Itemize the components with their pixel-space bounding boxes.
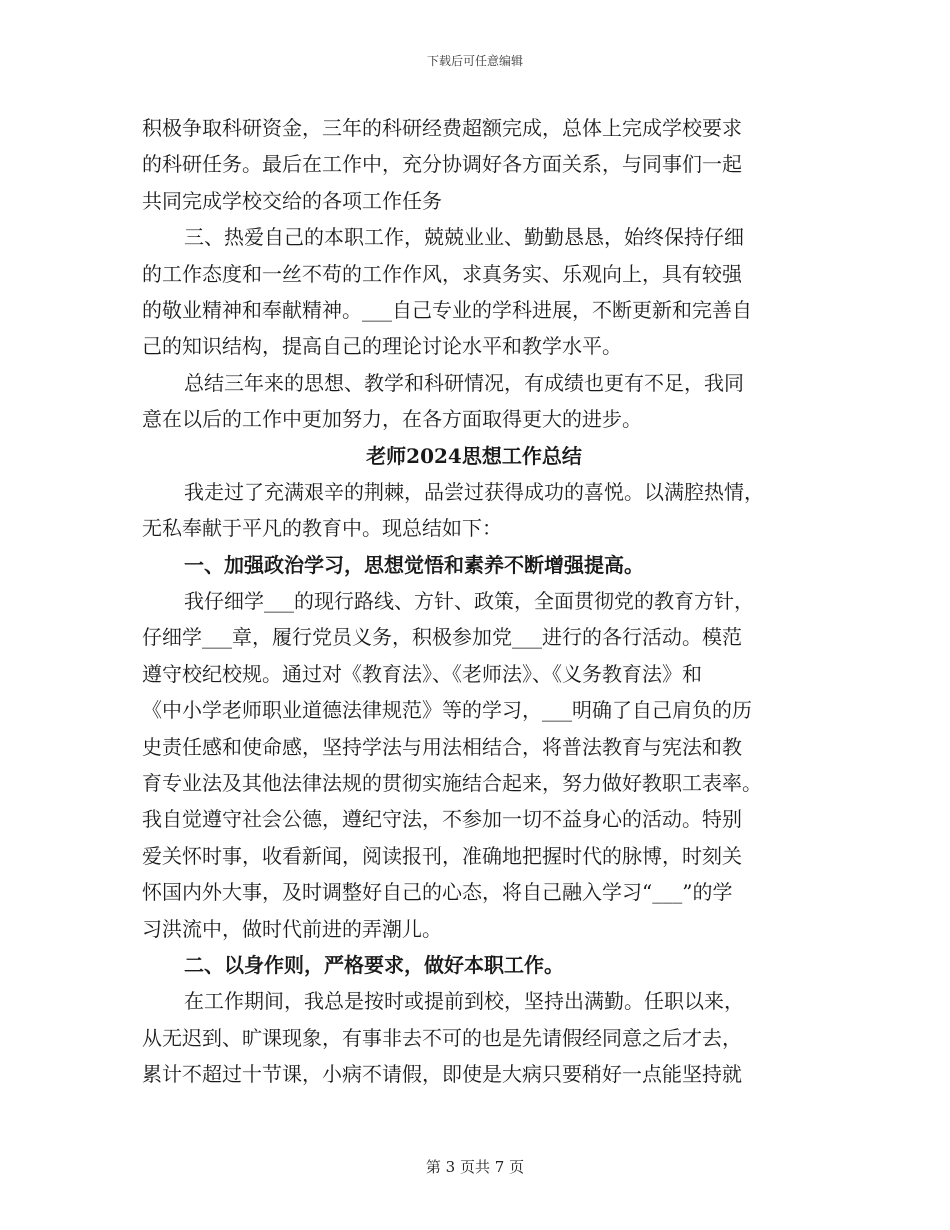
text-line: 己的知识结构，提高自己的理论讨论水平和教学水平。 [142,334,622,359]
text-line: 共同完成学校交给的各项工作任务 [142,188,442,213]
text-line: 的敬业精神和奉献精神。___自己专业的学科进展，不断更新和完善自 [142,297,752,322]
text-line: 仔细学___章，履行党员义务，积极参加党___进行的各行活动。模范 [142,625,742,650]
text-line: 史责任感和使命感，坚持学法与用法相结合，将普法教育与宪法和教 [142,734,742,759]
section-title: 老师2024思想工作总结 [366,443,582,468]
text-line: 我自觉遵守社会公德，遵纪守法，不参加一切不益身心的活动。特别 [142,807,742,832]
text-line: 意在以后的工作中更加努力，在各方面取得更大的进步。 [142,407,642,432]
page-header: 下载后可任意编辑 [426,54,523,68]
text-line: 累计不超过十节课，小病不请假，即使是大病只要稍好一点能坚持就 [142,1062,742,1087]
document-body [142,110,806,1093]
section-heading: 一、加强政治学习，思想觉悟和素养不断增强提高。 [184,552,644,577]
text-line: 的科研任务。最后在工作中，充分协调好各方面关系，与同事们一起 [142,152,742,177]
text-line: 我走过了充满艰辛的荆棘，品尝过获得成功的喜悦。以满腔热情， [184,479,764,504]
text-line: 爱关怀时事，收看新闻，阅读报刊，准确地把握时代的脉博，时刻关 [142,843,742,868]
text-line: 怀国内外大事，及时调整好自己的心态，将自己融入学习“___”的学 [142,880,733,905]
text-line: 遵守校纪校规。通过对《教育法》、《老师法》、《义务教育法》和 [142,661,702,686]
text-line: 育专业法及其他法律法规的贯彻实施结合起来，努力做好教职工表率。 [142,771,762,796]
text-line: 总结三年来的思想、教学和科研情况，有成绩也更有不足，我同 [184,370,744,395]
text-line: 我仔细学___的现行路线、方针、政策，全面贯彻党的教育方针， [184,589,754,614]
text-line: 的工作态度和一丝不苟的工作作风，求真务实、乐观向上，具有较强 [142,261,742,286]
page-footer: 第 3 页共 7 页 [425,1158,525,1176]
text-line: 三、热爱自己的本职工作，兢兢业业、勤勤恳恳，始终保持仔细 [184,225,744,250]
text-line: 《中小学老师职业道德法律规范》等的学习，___明确了自己肩负的历 [142,698,752,723]
text-line: 从无迟到、旷课现象，有事非去不可的也是先请假经同意之后才去， [142,1025,742,1050]
text-line: 习洪流中，做时代前进的弄潮儿。 [142,916,442,941]
section-heading: 二、以身作则，严格要求，做好本职工作。 [184,952,564,977]
text-line: 无私奉献于平凡的教育中。现总结如下： [142,516,502,541]
text-line: 在工作期间，我总是按时或提前到校，坚持出满勤。任职以来， [184,989,744,1014]
text-line: 积极争取科研资金，三年的科研经费超额完成，总体上完成学校要求 [142,116,742,140]
